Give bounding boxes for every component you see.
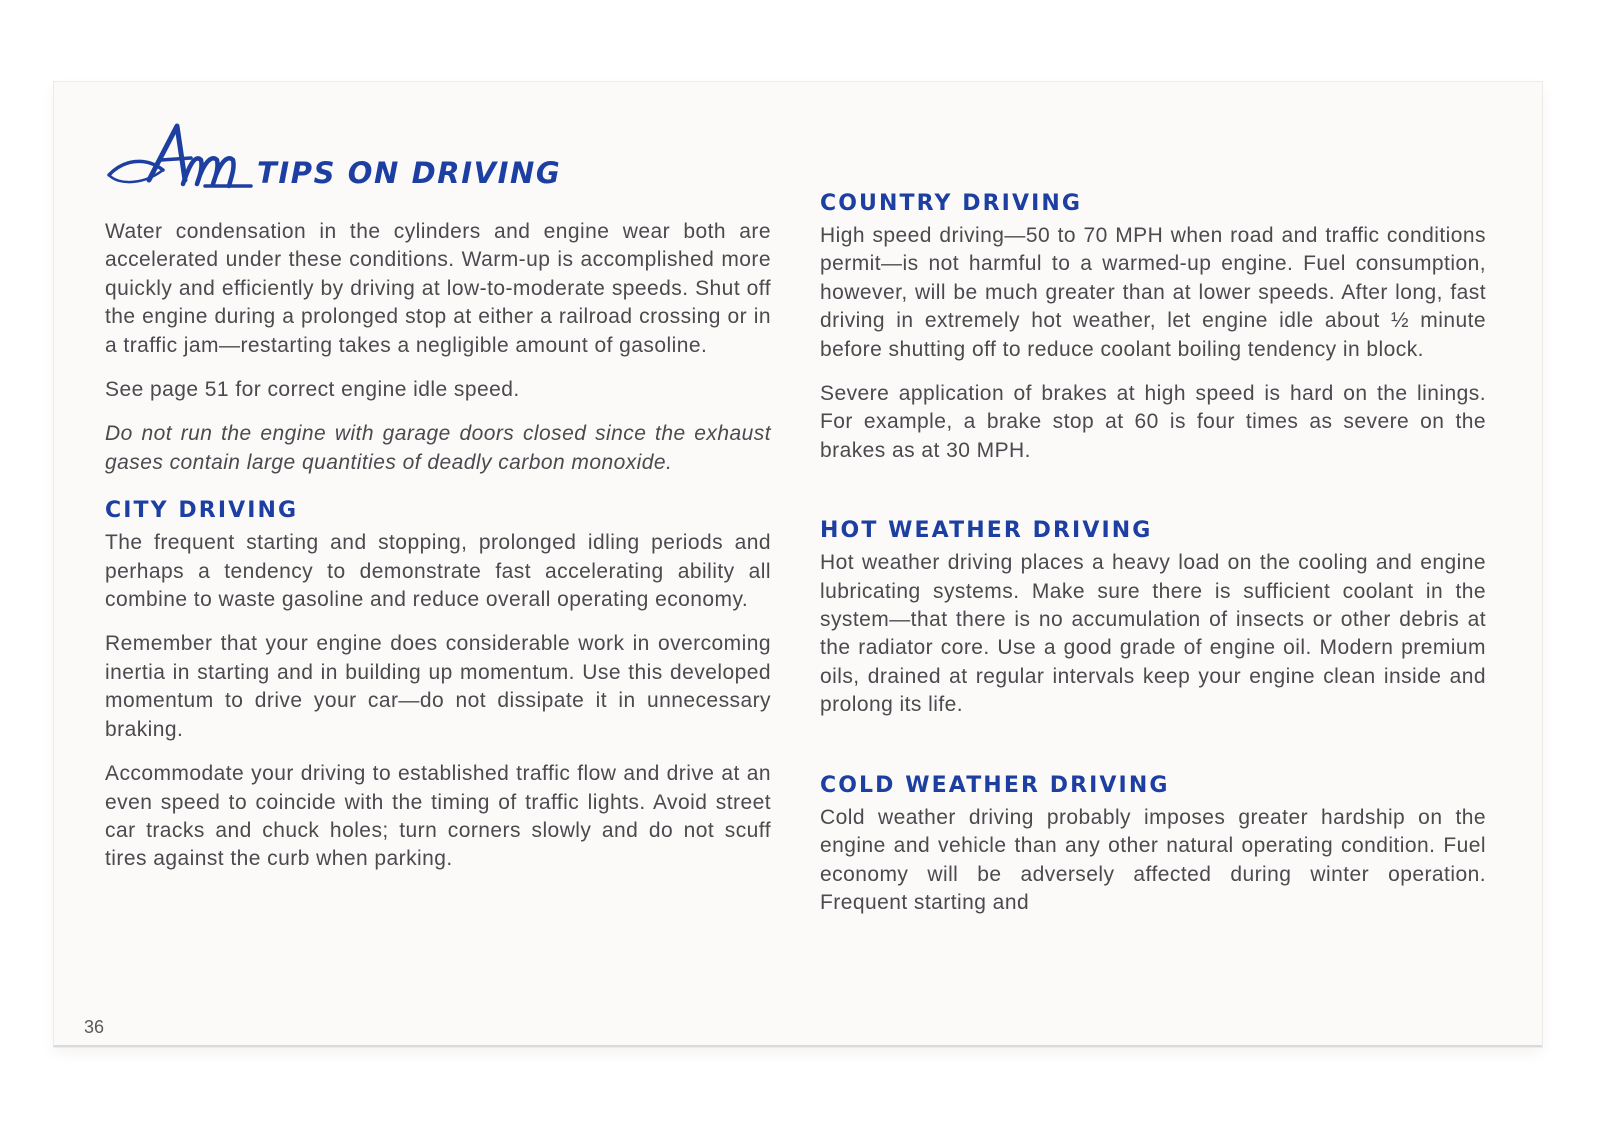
country-driving-paragraph: Severe application of brakes at high speed is hard on the linings. For example, a brake stop at 60 is four times as severe on the brakes as at 30 MPH. xyxy=(820,382,1486,462)
intro-paragraph: Water condensation in the cylinders and engine wear both are accelerated under these conditions. Warm-up is accomplished more quickly and efficiently by driving at low-to-moderate speeds. Shut off the engine during a prolonged stop at either a railroad crossing or in a traffic jam—restarting takes a negligible amount of gasoline. xyxy=(105,220,771,357)
cold-weather-paragraph: Cold weather driving probably imposes greater hardship on the engine and vehicle than any other natural operating condition. Fuel economy will be adversely affected during winter operation. Frequent starting and xyxy=(820,805,1486,914)
page-number: 36 xyxy=(84,1017,105,1037)
am-logo xyxy=(105,120,253,198)
right-column xyxy=(820,190,1486,917)
carbon-monoxide-warning: Do not run the engine with garage doors closed since the exhaust gases contain large quantities of deadly carbon monoxide. xyxy=(105,422,771,474)
city-driving-paragraph: Remember that your engine does considerable work in overcoming inertia in starting and in building up momentum. Use this developed momentum to drive your car—do not dissipate it in unnecessary braking. xyxy=(105,632,771,741)
idle-speed-reference: See page 51 for correct engine idle speed. xyxy=(105,378,520,402)
section-heading-cold-weather-driving: COLD WEATHER DRIVING xyxy=(820,772,1170,798)
section-heading-hot-weather-driving: HOT WEATHER DRIVING xyxy=(820,518,1153,544)
left-column xyxy=(105,120,771,874)
section-heading-country-driving: COUNTRY DRIVING xyxy=(820,191,1083,216)
section-heading-city-driving: CITY DRIVING xyxy=(105,498,299,524)
hot-weather-paragraph: Hot weather driving places a heavy load on the cooling and engine lubricating systems. Make sure there is sufficient coolant in the system—that there is no accumulation of insects or other debris at the radiator core. Use a good grade of engine oil. Modern premium oils, drained at regular intervals keep your engine clean inside and prolong its life. xyxy=(820,551,1486,717)
page-header xyxy=(105,120,771,198)
city-driving-paragraph: Accommodate your driving to established traffic flow and drive at an even speed to coincide with the timing of traffic lights. Avoid street car tracks and chuck holes; turn corners slowly and do not scuff tires against the curb when parking. xyxy=(105,762,771,871)
city-driving-paragraph: The frequent starting and stopping, prolonged idling periods and perhaps a tendency to demonstrate fast accelerating ability all combine to waste gasoline and reduce overall operating economy. xyxy=(105,531,771,612)
country-driving-paragraph: High speed driving—50 to 70 MPH when road and traffic conditions permit—is not harmful to a warmed-up engine. Fuel consumption, however, will be much greater than at lower speeds. After long, fast driving in extremely hot weather, let engine idle about ½ minute before shutting off to reduce coolant boiling tendency in block. xyxy=(820,224,1486,361)
page-title: TIPS ON DRIVING xyxy=(257,156,562,190)
